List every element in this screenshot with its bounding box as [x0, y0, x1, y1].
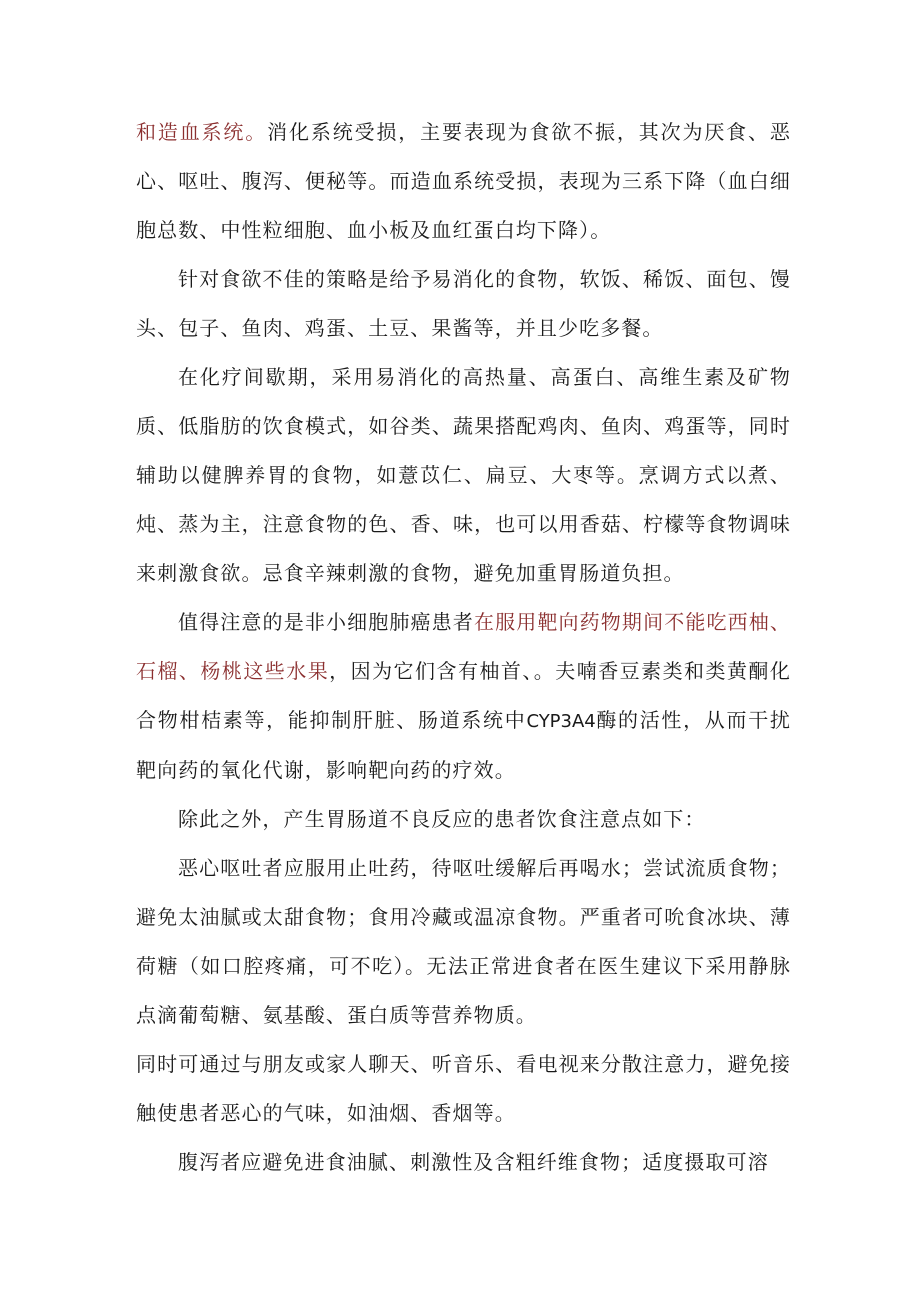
paragraph-diarrhea-advice [136, 1138, 791, 1187]
paragraph-distraction-advice [136, 1040, 791, 1138]
document-page [136, 108, 791, 1187]
paragraph-text: 酶的活性，从而干扰靶向药的氧化代谢，影响靶向药的疗效。 [136, 708, 791, 782]
paragraph-chemo-interval-diet [136, 353, 791, 598]
paragraph-text: 在化疗间歇期，采用易消化的高热量、高蛋白、高维生素及矿物质、低脂肪的饮食模式，如谷类、蔬果搭配鸡肉、鱼肉、鸡蛋等，同时辅助以健脾养胃的食物，如薏苡仁、扁豆、大枣等。烹调方式以煮、炖、蒸为主，注意食物的色、香、味，也可以用香菇、柠檬等食物调味来刺激食欲。忌食辛辣刺激的食物，避免加重胃肠道负担。 [136, 365, 791, 585]
paragraph-text: 同时可通过与朋友或家人聊天、听音乐、看电视来分散注意力，避免接触使患者恶心的气味，如油烟、香烟等。 [136, 1052, 791, 1125]
highlight-text: 在服用靶向药物期间不能吃西柚、石榴、杨桃这些水果 [136, 610, 791, 683]
paragraph-text: 除此之外，产生胃肠道不良反应的患者饮食注意点如下： [178, 807, 706, 831]
paragraph-text: 恶心呕吐者应服用止吐药，待呕吐缓解后再喝水；尝试流质食物；避免太油腻或太甜食物；食用冷藏或温凉食物。严重者可吮食冰块、薄荷糖（如口腔疼痛，可不吃）。无法正常进食者在医生建议下采用静脉点滴葡萄糖、氨基酸、蛋白质等营养物质。 [136, 856, 791, 1027]
paragraph-text: 针对食欲不佳的策略是给予易消化的食物，软饭、稀饭、面包、馒头、包子、鱼肉、鸡蛋、土豆、果酱等，并且少吃多餐。 [136, 267, 791, 340]
paragraph-gi-intro [136, 795, 791, 844]
paragraph-text: ，因为它们含有柚首、。夫喃香豆素类和类黄酮化合物柑桔素等，能抑制肝脏、肠道系统中 [136, 659, 791, 732]
paragraph-appetite-strategy [136, 255, 791, 353]
paragraph-targeted-drug-warning [136, 598, 791, 795]
paragraph-text: 值得注意的是非小细胞肺癌患者 [178, 610, 474, 634]
highlight-text: 和造血系统。 [136, 120, 268, 144]
paragraph-nausea-advice [136, 844, 791, 1040]
paragraph-text: 腹泻者应避免进食油腻、刺激性及含粗纤维食物；适度摄取可溶 [178, 1150, 769, 1174]
enzyme-code: CYP3A4 [526, 711, 596, 732]
paragraph-text: 消化系统受损，主要表现为食欲不振，其次为厌食、恶心、呕吐、腹泻、便秘等。而造血系统受损，表现为三系下降（血白细胞总数、中性粒细胞、血小板及血红蛋白均下降）。 [136, 120, 791, 242]
paragraph-digestive-blood-damage [136, 108, 791, 255]
